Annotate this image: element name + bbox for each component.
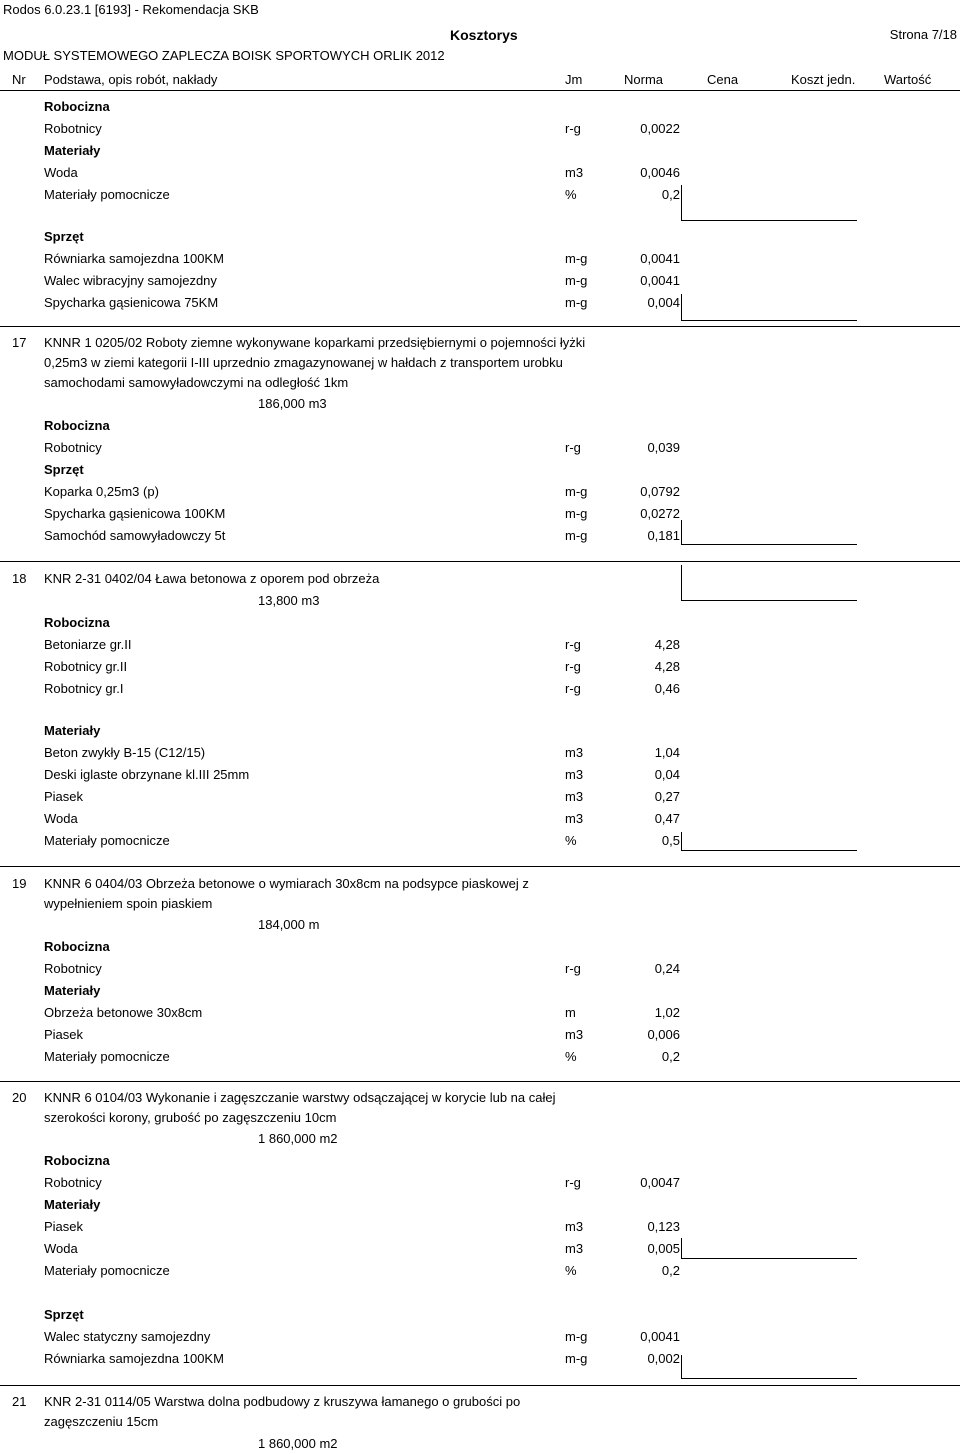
table-row xyxy=(0,1045,960,1067)
row-description: Spycharka gąsienicowa 75KM xyxy=(44,295,219,310)
position-row xyxy=(0,1390,960,1412)
quantity-row xyxy=(0,1127,960,1149)
table-row xyxy=(0,1171,960,1193)
category-label: Sprzęt xyxy=(44,462,84,477)
row-description: Piasek xyxy=(44,789,84,804)
category-label: Robocizna xyxy=(44,418,110,433)
table-row xyxy=(0,117,960,139)
row-description: Materiały pomocnicze xyxy=(44,1263,170,1278)
row-unit: m-g xyxy=(565,273,588,288)
col-cena: Cena xyxy=(707,72,739,87)
category-label: Robocizna xyxy=(44,615,110,630)
row-norm: 0,002 xyxy=(647,1351,680,1366)
row-norm: 0,039 xyxy=(647,440,680,455)
row-description: Woda xyxy=(44,1241,78,1256)
row-norm: 0,004 xyxy=(647,295,680,310)
row-unit: % xyxy=(565,1263,577,1278)
row-unit: % xyxy=(565,187,577,202)
row-quantity: 186,000 m3 xyxy=(258,396,327,411)
row-description: Robotnicy gr.II xyxy=(44,659,128,674)
project-title: MODUŁ SYSTEMOWEGO ZAPLECZA BOISK SPORTOWYCH ORLIK 2012 xyxy=(3,48,445,63)
row-unit: m-g xyxy=(565,1351,588,1366)
position-row xyxy=(0,1086,960,1108)
row-norm: 0,24 xyxy=(654,961,680,976)
row-unit: m3 xyxy=(565,1219,584,1234)
row-unit: m3 xyxy=(565,165,584,180)
row-unit: % xyxy=(565,833,577,848)
table-row xyxy=(0,677,960,699)
row-norm: 0,006 xyxy=(647,1027,680,1042)
row-norm: 4,28 xyxy=(654,637,680,652)
row-description: KNNR 1 0205/02 Roboty ziemne wykonywane koparkami przedsiębiernymi o pojemności łyżki xyxy=(44,335,586,350)
section-divider xyxy=(0,866,960,867)
row-number: 19 xyxy=(12,876,27,891)
table-row xyxy=(0,1259,960,1281)
row-description: Równiarka samojezdna 100KM xyxy=(44,1351,224,1366)
row-description: Beton zwykły B-15 (C12/15) xyxy=(44,745,206,760)
row-norm: 0,0041 xyxy=(640,273,680,288)
category-row xyxy=(0,1303,960,1325)
table-row xyxy=(0,763,960,785)
table-row xyxy=(0,785,960,807)
table-row xyxy=(0,1106,960,1128)
row-description: Robotnicy gr.I xyxy=(44,681,124,696)
row-description: zagęszczeniu 15cm xyxy=(44,1414,159,1429)
row-unit: m3 xyxy=(565,745,584,760)
row-norm: 0,27 xyxy=(654,789,680,804)
table-row xyxy=(0,741,960,763)
row-norm: 0,0047 xyxy=(640,1175,680,1190)
row-unit: r-g xyxy=(565,637,581,652)
section-divider xyxy=(0,561,960,562)
row-description: Robotnicy xyxy=(44,1175,102,1190)
category-label: Robocizna xyxy=(44,1153,110,1168)
table-row xyxy=(0,1023,960,1045)
row-description: Deski iglaste obrzynane kl.III 25mm xyxy=(44,767,250,782)
row-description: Walec wibracyjny samojezdny xyxy=(44,273,217,288)
category-label: Materiały xyxy=(44,143,101,158)
quantity-row xyxy=(0,392,960,414)
row-norm: 4,28 xyxy=(654,659,680,674)
row-description: Walec statyczny samojezdny xyxy=(44,1329,211,1344)
row-description: KNNR 6 0104/03 Wykonanie i zagęszczanie warstwy odsączającej w korycie lub na całej xyxy=(44,1090,556,1105)
row-norm: 1,02 xyxy=(654,1005,680,1020)
row-description: samochodami samowyładowczymi na odległość 1km xyxy=(44,375,349,390)
row-description: KNR 2-31 0402/04 Ława betonowa z oporem pod obrzeża xyxy=(44,571,380,586)
row-description: Materiały pomocnicze xyxy=(44,187,170,202)
row-unit: m-g xyxy=(565,528,588,543)
row-unit: m-g xyxy=(565,506,588,521)
empty-cell xyxy=(681,185,857,221)
row-norm: 0,181 xyxy=(647,528,680,543)
row-norm: 0,0272 xyxy=(640,506,680,521)
row-description: Samochód samowyładowczy 5t xyxy=(44,528,226,543)
row-description: Materiały pomocnicze xyxy=(44,1049,170,1064)
empty-cell xyxy=(681,1355,857,1379)
table-row xyxy=(0,957,960,979)
row-unit: m3 xyxy=(565,1241,584,1256)
row-number: 20 xyxy=(12,1090,27,1105)
row-unit: m-g xyxy=(565,251,588,266)
row-norm: 0,005 xyxy=(647,1241,680,1256)
row-norm: 0,0792 xyxy=(640,484,680,499)
row-description: Betoniarze gr.II xyxy=(44,637,132,652)
empty-cell xyxy=(681,832,857,851)
table-row xyxy=(0,161,960,183)
row-description: Robotnicy xyxy=(44,440,102,455)
row-description: Koparka 0,25m3 (p) xyxy=(44,484,159,499)
row-norm: 0,2 xyxy=(661,1263,680,1278)
category-label: Robocizna xyxy=(44,99,110,114)
row-description: Woda xyxy=(44,165,78,180)
category-row xyxy=(0,139,960,161)
category-label: Sprzęt xyxy=(44,1307,84,1322)
row-description: szerokości korony, grubość po zagęszczeniu 10cm xyxy=(44,1110,337,1125)
table-row xyxy=(0,1410,960,1432)
row-description: Piasek xyxy=(44,1219,84,1234)
category-row xyxy=(0,719,960,741)
row-unit: m3 xyxy=(565,811,584,826)
section-divider xyxy=(0,1081,960,1082)
category-row xyxy=(0,935,960,957)
empty-cell xyxy=(681,565,857,601)
table-row xyxy=(0,1001,960,1023)
row-norm: 0,0022 xyxy=(640,121,680,136)
category-label: Robocizna xyxy=(44,939,110,954)
row-unit: m-g xyxy=(565,484,588,499)
row-norm: 0,0041 xyxy=(640,1329,680,1344)
row-norm: 0,5 xyxy=(661,833,680,848)
section-divider xyxy=(0,1385,960,1386)
category-label: Materiały xyxy=(44,723,101,738)
row-quantity: 184,000 m xyxy=(258,917,320,932)
category-label: Materiały xyxy=(44,1197,101,1212)
row-description: Spycharka gąsienicowa 100KM xyxy=(44,506,226,521)
empty-cell xyxy=(681,1238,857,1259)
quantity-row xyxy=(0,913,960,935)
table-row xyxy=(0,807,960,829)
empty-cell xyxy=(681,294,857,321)
table-row xyxy=(0,371,960,393)
category-row xyxy=(0,1193,960,1215)
row-norm: 0,123 xyxy=(647,1219,680,1234)
row-unit: m3 xyxy=(565,789,584,804)
col-wartosc: Wartość xyxy=(884,72,932,87)
row-norm: 0,0041 xyxy=(640,251,680,266)
row-description: Piasek xyxy=(44,1027,84,1042)
row-number: 17 xyxy=(12,335,27,350)
document-title: Kosztorys xyxy=(450,27,518,43)
row-description: KNR 2-31 0114/05 Warstwa dolna podbudowy z kruszywa łamanego o grubości po xyxy=(44,1394,521,1409)
row-norm: 0,2 xyxy=(661,1049,680,1064)
category-row xyxy=(0,458,960,480)
category-row xyxy=(0,1149,960,1171)
row-quantity: 1 860,000 m2 xyxy=(258,1436,338,1451)
col-nr: Nr xyxy=(12,72,26,87)
row-norm: 0,04 xyxy=(654,767,680,782)
row-unit: m xyxy=(565,1005,576,1020)
category-row xyxy=(0,95,960,117)
table-row xyxy=(0,436,960,458)
row-unit: m3 xyxy=(565,1027,584,1042)
table-row xyxy=(0,351,960,373)
table-row xyxy=(0,1325,960,1347)
col-norma: Norma xyxy=(624,72,664,87)
row-quantity: 1 860,000 m2 xyxy=(258,1131,338,1146)
section-divider xyxy=(0,326,960,327)
row-unit: r-g xyxy=(565,1175,581,1190)
table-row xyxy=(0,655,960,677)
row-description: Robotnicy xyxy=(44,961,102,976)
row-description: Obrzeża betonowe 30x8cm xyxy=(44,1005,203,1020)
row-description: Woda xyxy=(44,811,78,826)
row-description: Robotnicy xyxy=(44,121,102,136)
empty-cell xyxy=(681,520,857,545)
row-description: wypełnieniem spoin piaskiem xyxy=(44,896,213,911)
row-unit: r-g xyxy=(565,961,581,976)
category-row xyxy=(0,979,960,1001)
column-header xyxy=(0,68,960,91)
row-number: 21 xyxy=(12,1394,27,1409)
table-row xyxy=(0,480,960,502)
category-row xyxy=(0,225,960,247)
row-unit: % xyxy=(565,1049,577,1064)
row-description: Równiarka samojezdna 100KM xyxy=(44,251,224,266)
category-row xyxy=(0,414,960,436)
row-norm: 0,0046 xyxy=(640,165,680,180)
position-row xyxy=(0,331,960,353)
row-norm: 0,46 xyxy=(654,681,680,696)
category-label: Sprzęt xyxy=(44,229,84,244)
table-row xyxy=(0,892,960,914)
row-unit: r-g xyxy=(565,121,581,136)
table-row xyxy=(0,269,960,291)
app-title: Rodos 6.0.23.1 [6193] - Rekomendacja SKB xyxy=(3,2,259,17)
row-quantity: 13,800 m3 xyxy=(258,593,320,608)
row-unit: m-g xyxy=(565,295,588,310)
page-number: Strona 7/18 xyxy=(889,27,957,42)
row-unit: r-g xyxy=(565,440,581,455)
table-row xyxy=(0,247,960,269)
row-unit: r-g xyxy=(565,659,581,674)
row-description: Materiały pomocnicze xyxy=(44,833,170,848)
row-norm: 1,04 xyxy=(654,745,680,760)
col-koszt: Koszt jedn. xyxy=(791,72,856,87)
col-jm: Jm xyxy=(565,72,583,87)
category-row xyxy=(0,611,960,633)
table-row xyxy=(0,1215,960,1237)
row-unit: r-g xyxy=(565,681,581,696)
col-desc: Podstawa, opis robót, nakłady xyxy=(44,72,218,87)
row-unit: m3 xyxy=(565,767,584,782)
row-unit: m-g xyxy=(565,1329,588,1344)
category-label: Materiały xyxy=(44,983,101,998)
position-row xyxy=(0,872,960,894)
row-number: 18 xyxy=(12,571,27,586)
row-norm: 0,2 xyxy=(661,187,680,202)
row-description: KNNR 6 0404/03 Obrzeża betonowe o wymiarach 30x8cm na podsypce piaskowej z xyxy=(44,876,529,891)
row-norm: 0,47 xyxy=(654,811,680,826)
row-description: 0,25m3 w ziemi kategorii I-III uprzednio zmagazynowanej w hałdach z transportem urobku xyxy=(44,355,563,370)
table-row xyxy=(0,633,960,655)
